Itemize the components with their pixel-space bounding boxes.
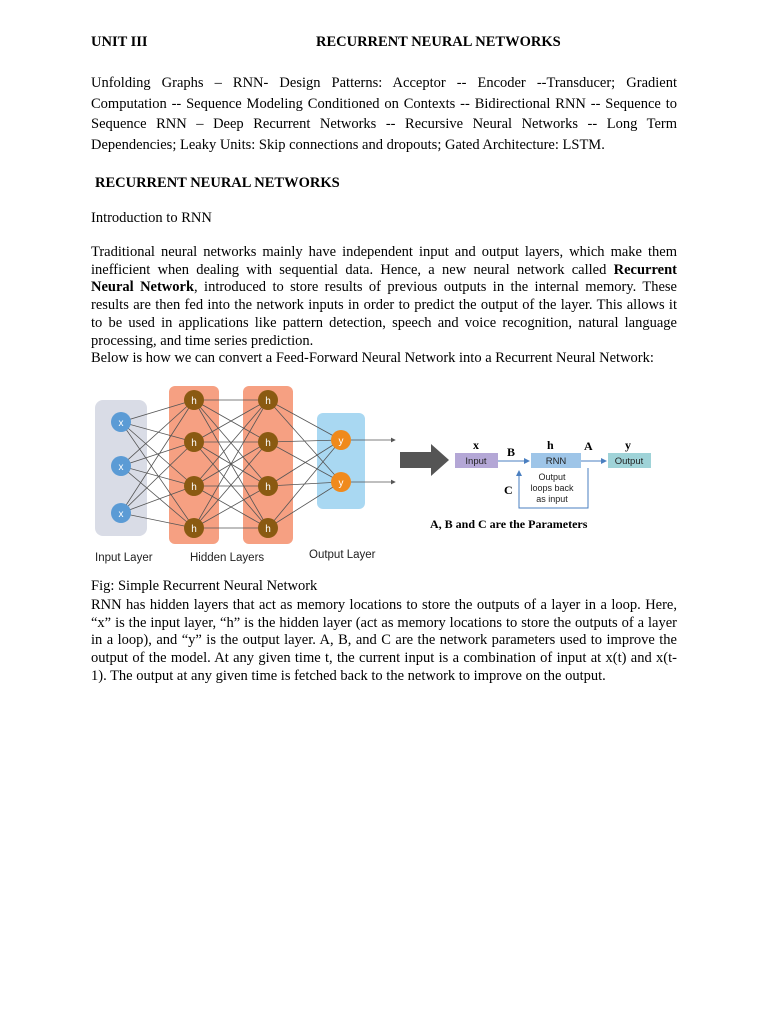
svg-text:y: y bbox=[338, 478, 344, 489]
svg-text:Input: Input bbox=[465, 456, 487, 467]
rnn-a-label: A bbox=[584, 439, 593, 453]
rnn-box bbox=[531, 453, 581, 468]
loop-text-line2: loops back bbox=[530, 483, 574, 493]
svg-text:y: y bbox=[338, 436, 344, 447]
rnn-b-label: B bbox=[507, 445, 516, 459]
hidden-node bbox=[258, 390, 278, 410]
rnn-explanation-paragraph: RNN has hidden layers that act as memory locations to store the outputs of a layer in a loop. Here, “x” is the input layer, “h” is the hidden layer (act as memory locations to store the outputs of a layer in a loop), and “y” is the output layer. A, B, and C are the network parameters used to improve the output of the model. At any given time t, the current input is a combination of input at x(t) and x(t-1). The output at any given time is fetched back to the network to improve on the output. bbox=[91, 597, 677, 684]
output-layer-label: Output Layer bbox=[309, 549, 376, 561]
svg-text:x: x bbox=[118, 462, 124, 473]
rnn-y-label: y bbox=[625, 438, 631, 452]
svg-text:RNN: RNN bbox=[545, 456, 567, 467]
hidden-node bbox=[184, 432, 204, 452]
svg-text:Output: Output bbox=[614, 456, 644, 467]
rnn-input-box bbox=[455, 453, 498, 468]
svg-text:h: h bbox=[191, 396, 197, 407]
loop-text-line1: Output bbox=[538, 472, 566, 482]
svg-text:h: h bbox=[191, 482, 197, 493]
rnn-h-label: h bbox=[547, 438, 554, 452]
svg-text:h: h bbox=[191, 438, 197, 449]
output-layer-panel bbox=[317, 413, 365, 509]
svg-text:h: h bbox=[265, 396, 271, 407]
svg-text:h: h bbox=[265, 482, 271, 493]
input-node bbox=[111, 412, 131, 432]
conversion-sentence: Below is how we can convert a Feed-Forward Neural Network into a Recurrent Neural Network: bbox=[91, 350, 654, 367]
figure-caption: Fig: Simple Recurrent Neural Network bbox=[91, 578, 318, 594]
unit-label: UNIT III bbox=[91, 34, 148, 50]
loop-text-line3: as input bbox=[536, 494, 568, 504]
bold-term: Recurrent Neural Network bbox=[91, 261, 677, 296]
svg-text:h: h bbox=[191, 524, 197, 535]
hidden-node bbox=[184, 476, 204, 496]
paragraph-text: Traditional neural networks mainly have independent input and output layers, which make them inefficient when dealing with sequential data. Hence, a new neural network called bbox=[91, 244, 677, 278]
hidden-layers-label: Hidden Layers bbox=[190, 552, 265, 564]
intro-paragraph bbox=[91, 244, 677, 368]
input-layer-label: Input Layer bbox=[95, 552, 153, 564]
page-title: RECURRENT NEURAL NETWORKS bbox=[316, 34, 561, 50]
svg-text:x: x bbox=[118, 509, 124, 520]
rnn-x-label: x bbox=[473, 438, 479, 452]
svg-text:h: h bbox=[265, 524, 271, 535]
input-node bbox=[111, 503, 131, 523]
rnn-figure bbox=[91, 380, 661, 570]
section-heading: RECURRENT NEURAL NETWORKS bbox=[95, 175, 340, 191]
hidden-node bbox=[258, 518, 278, 538]
rnn-output-box bbox=[608, 453, 651, 468]
rnn-c-label: C bbox=[504, 483, 513, 497]
topics-paragraph: Unfolding Graphs – RNN- Design Patterns: Acceptor -- Encoder --Transducer; Gradient Computation -- Sequence Modeling Conditioned on Contexts -- Bidirectional RNN -- Sequence to Sequence RNN – Deep Recurrent Networks -- Recursive Neural Networks -- Long Term Dependencies; Leaky Units: Skip connections and dropouts; Gated Architecture: LSTM. bbox=[91, 75, 677, 154]
intro-heading: Introduction to RNN bbox=[91, 210, 212, 226]
paragraph-text: , introduced to store results of previous outputs in the internal memory. These results are then fed into the network inputs in order to predict the output of the layer. This allows it to be used in applications like pattern detection, speech and voice recognition, natural language processing, and time series prediction. bbox=[91, 279, 677, 349]
svg-text:x: x bbox=[118, 418, 124, 429]
hidden-node bbox=[258, 476, 278, 496]
svg-text:h: h bbox=[265, 438, 271, 449]
hidden-node bbox=[184, 390, 204, 410]
hidden-node bbox=[184, 518, 204, 538]
parameters-caption: A, B and C are the Parameters bbox=[430, 517, 588, 531]
conversion-arrow-icon bbox=[400, 444, 449, 476]
input-node bbox=[111, 456, 131, 476]
hidden-node bbox=[258, 432, 278, 452]
output-node bbox=[331, 430, 351, 450]
output-node bbox=[331, 472, 351, 492]
